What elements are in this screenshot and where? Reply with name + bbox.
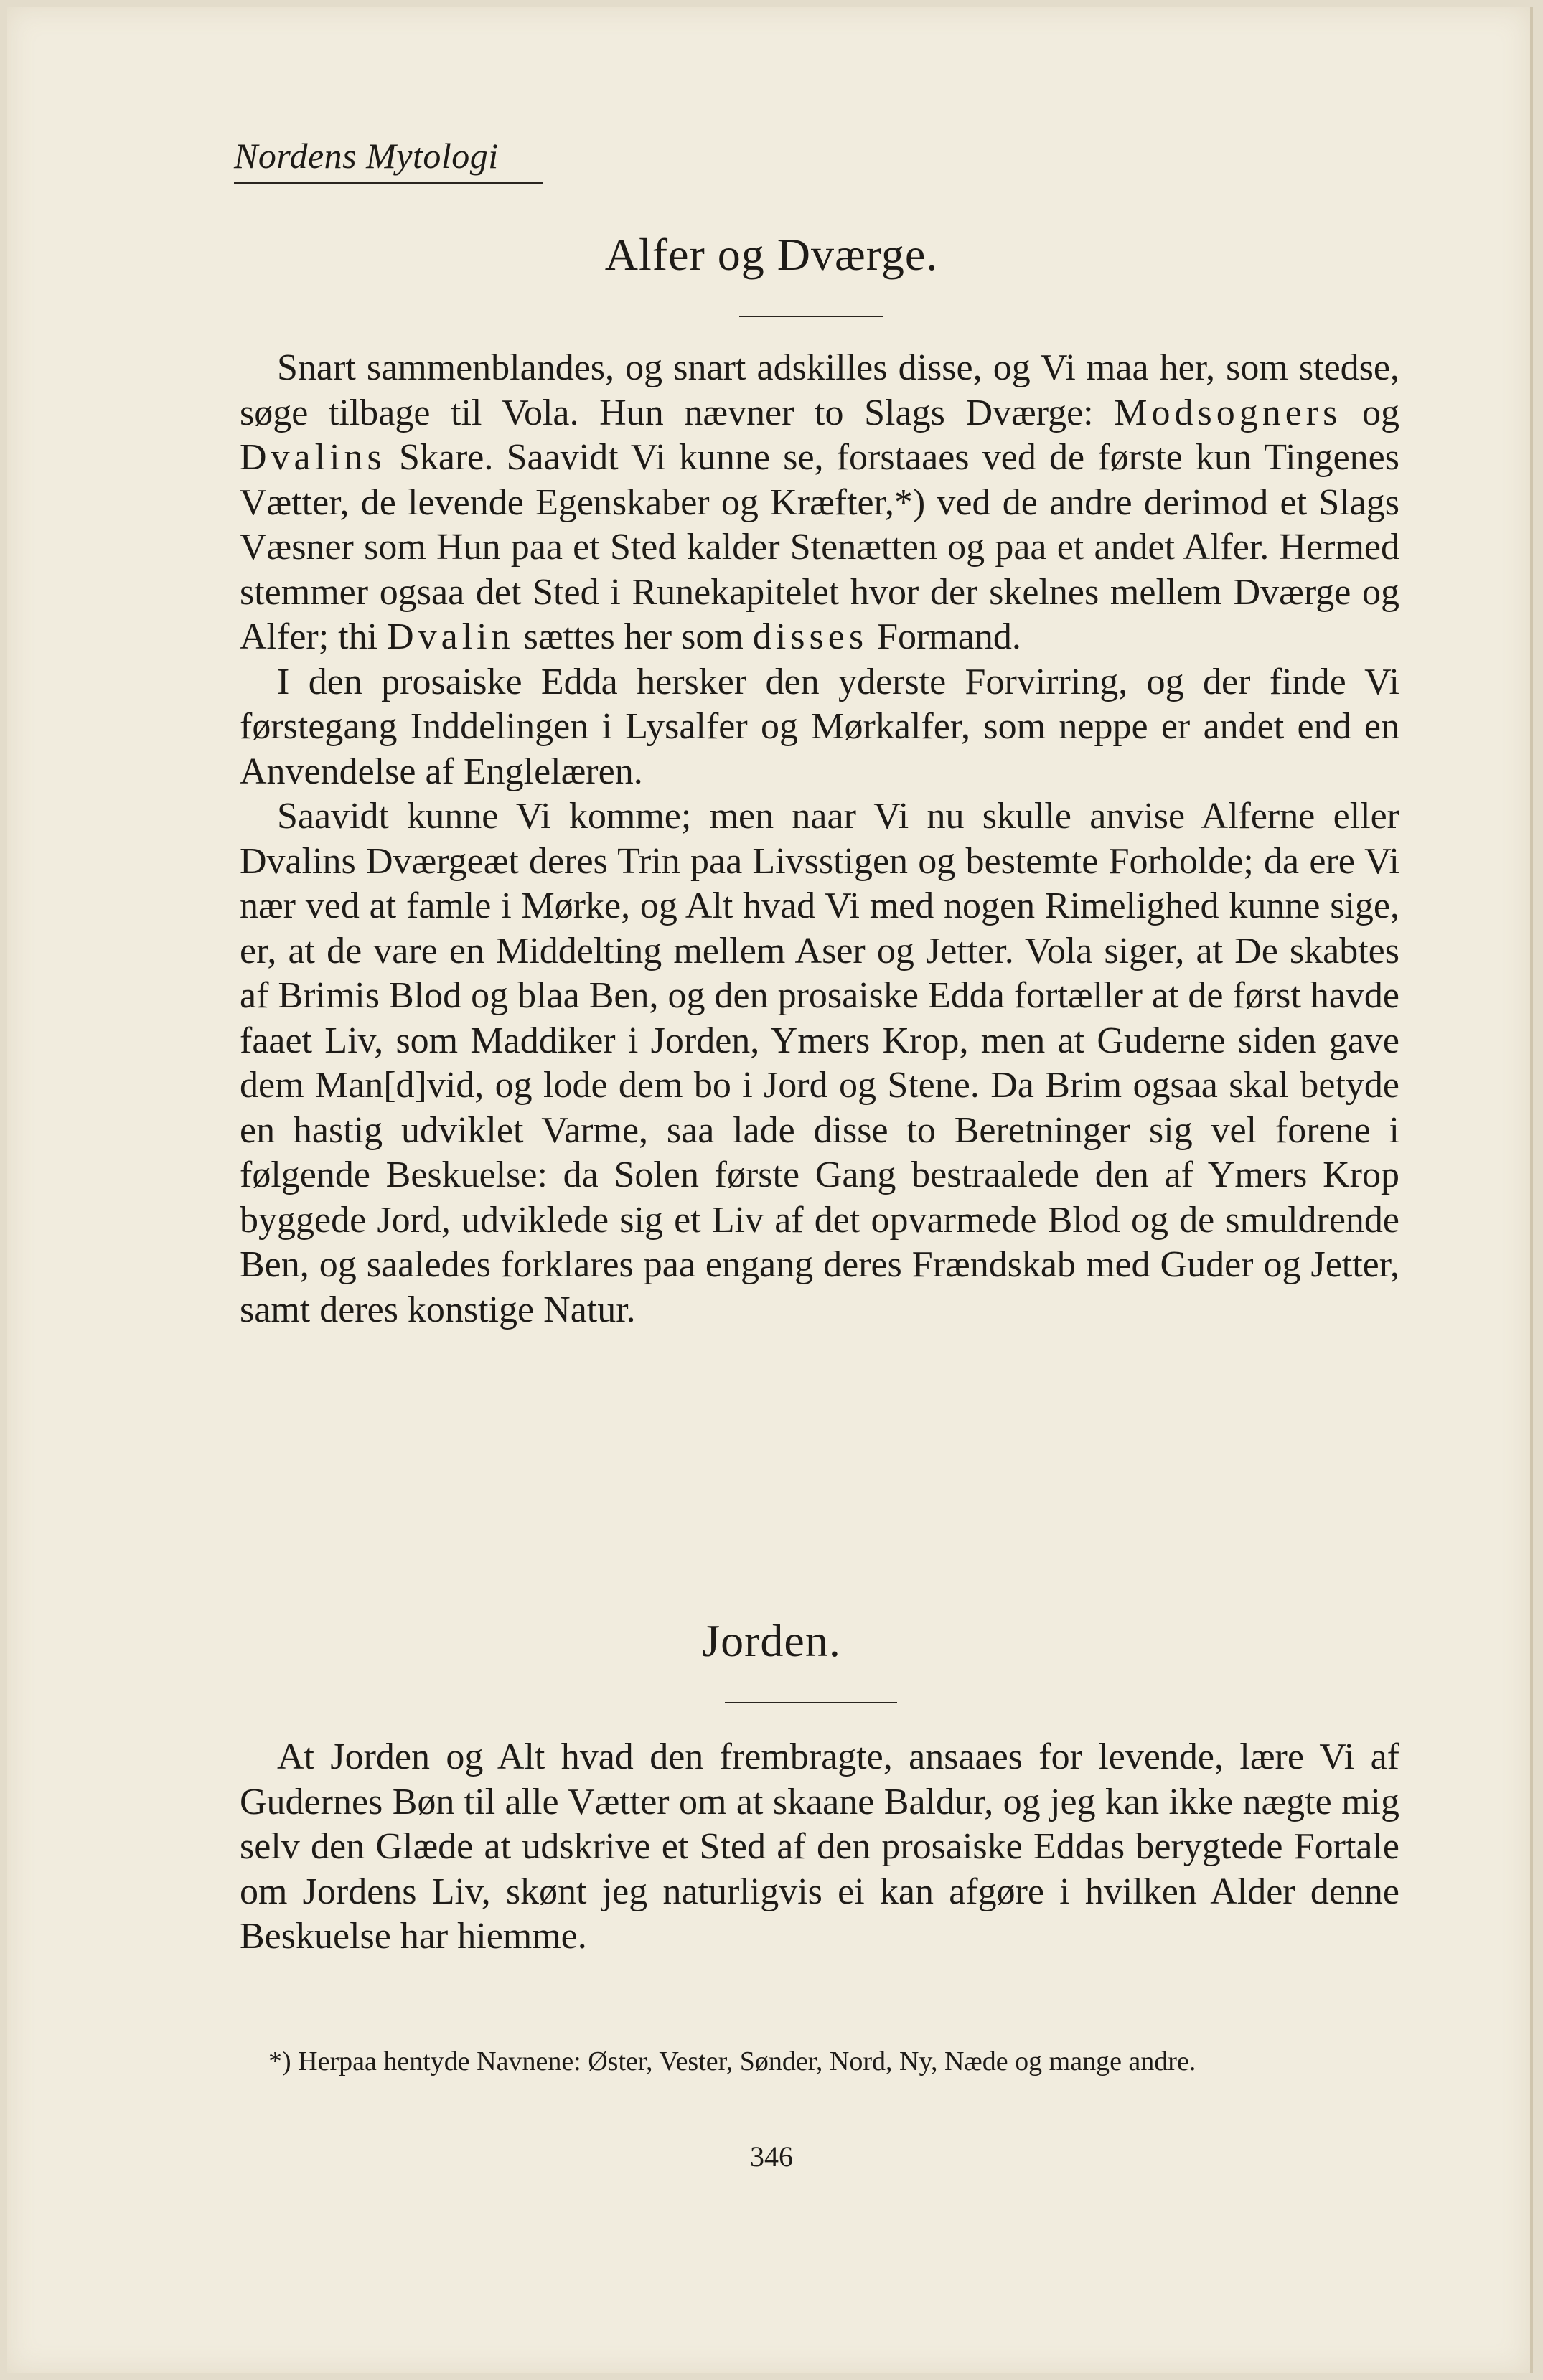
section-title-alfer: Alfer og Dværge.: [604, 229, 939, 280]
page-number: 346: [750, 2140, 793, 2173]
spaced-name: Dvalins: [240, 437, 386, 478]
section-rule-jorden: [725, 1702, 897, 1703]
paragraph: [240, 1735, 1399, 1960]
running-head: Nordens Mytologi: [234, 136, 499, 176]
text-run: sættes her som: [514, 616, 753, 657]
paragraph: [240, 346, 1399, 660]
section-body-jorden: [240, 1735, 1399, 1960]
text-run: I den prosaiske Edda hersker den yderste Forvirring, og der finde Vi førstegang Inddelingen i Lysalfer og Mørkalfer, som neppe er andet end en Anvendelse af Englelæren.: [240, 661, 1399, 792]
text-run: Skare. Saavidt Vi kunne se, forstaaes ved de første kun Tingenes Vætter, de levende Egenskaber og Kræfter,*) ved de andre derimod et Slags Væsner som Hun paa et Sted kalder Stenætten og paa et andet Alfer. Hermed stemmer ogsaa det Sted i Runekapitelet hvor der skelnes mellem Dværge og Alfer; thi: [240, 437, 1399, 657]
spaced-name: disses: [752, 616, 868, 657]
text-run: At Jorden og Alt hvad den frembragte, ansaaes for levende, lære Vi af Gudernes Bøn til alle Vætter om at skaane Baldur, og jeg kan ikke nægte mig selv den Glæde at udskrive et Sted af den prosaiske Eddas berygtede Fortale om Jordens Liv, skønt jeg naturligvis ei kan afgøre i hvilken Alder denne Beskuelse har hiemme.: [240, 1736, 1399, 1957]
paragraph: [240, 794, 1399, 1332]
text-run: og: [1341, 392, 1399, 433]
spaced-name: Modsogners: [1114, 392, 1342, 433]
section-rule-alfer: [739, 316, 883, 317]
footnote: *) Herpaa hentyde Navnene: Øster, Vester, Sønder, Nord, Ny, Næde og mange andre.: [268, 2046, 1196, 2076]
text-run: Saavidt kunne Vi komme; men naar Vi nu skulle anvise Alferne eller Dvalins Dværgeæt deres Trin paa Livsstigen og bestemte Forholde; da ere Vi nær ved at famle i Mørke, og Alt hvad Vi med nogen Rimelighed kunne sige, er, at de vare en Middelting mellem Aser og Jetter. Vola siger, at De skabtes af Brimis Blod og blaa Ben, og den prosaiske Edda fortæller at de først havde faaet Liv, som Maddiker i Jorden, Ymers Krop, men at Guderne siden gave dem Man[d]vid, og lode dem bo i Jord og Stene. Da Brim ogsaa skal betyde en hastig udviklet Varme, saa lade disse to Beretninger sig vel forene i følgende Beskuelse: da Solen første Gang bestraalede den af Ymers Krop byggede Jord, udviklede sig et Liv af det opvarmede Blod og de smuldrende Ben, og saaledes forklares paa engang deres Frændskab med Guder og Jetter, samt deres konstige Natur.: [240, 796, 1399, 1330]
section-title-jorden: Jorden.: [702, 1615, 841, 1666]
paragraph: [240, 660, 1399, 795]
text-run: Snart sammenblandes, og snart adskilles disse, og Vi maa her, som stedse, søge tilbage til Vola. Hun nævner to Slags Dværge:: [240, 347, 1399, 433]
section-body-alfer: [240, 346, 1399, 1332]
running-head-rule: [234, 182, 543, 184]
text-run: Formand.: [868, 616, 1021, 657]
spaced-name: Dvalin: [387, 616, 515, 657]
